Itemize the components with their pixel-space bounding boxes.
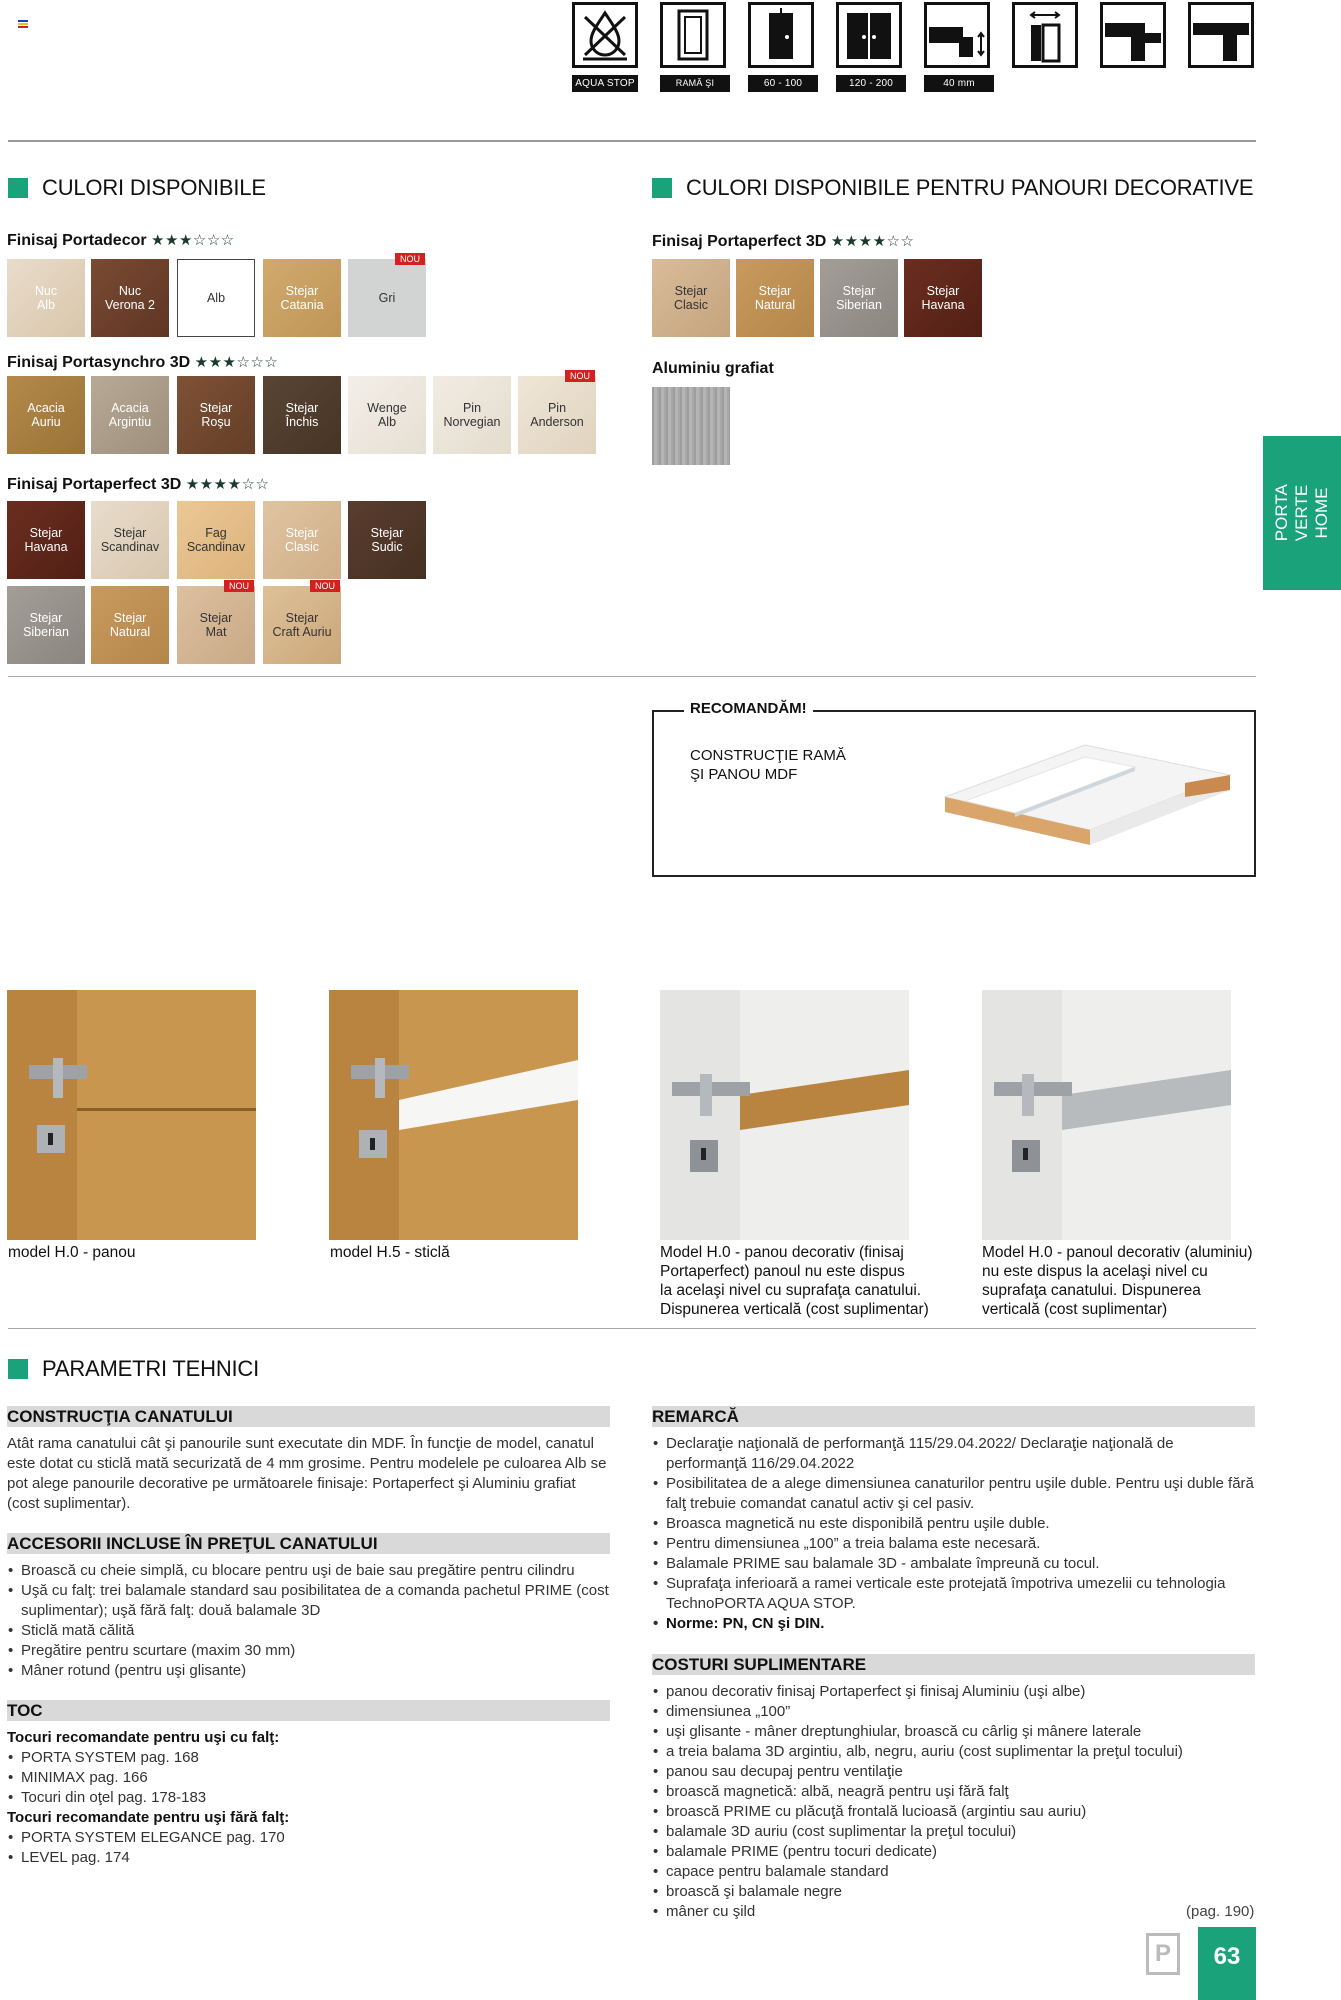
double-door-icon	[836, 2, 902, 68]
portaperfect-label: Finisaj Portaperfect 3D ★★★★☆☆	[7, 476, 270, 493]
section-marker-icon	[652, 178, 672, 198]
list-item: • broască magnetică: albă, neagră pentru uşi fără falţ	[652, 1782, 1257, 1802]
swatch-stejar-siberian: Stejar Siberian	[7, 586, 85, 664]
list-item: • Balamale PRIME sau balamale 3D - ambalate împreună cu tocul.	[652, 1554, 1257, 1574]
rating-stars: ★★★★☆☆	[185, 476, 270, 493]
construction-text: Atât rama canatului cât şi panourile sunt executate din MDF. În funcţie de model, canatul este dotat cu sticlă mată securizată de 4 mm grosime. Pentru modelele pe culoarea Alb se pot alege panourile decorative pe următoarele finisaje: Portaperfect şi Aluminiu grafiat (cost suplimentar).	[7, 1435, 607, 1512]
swatch-fag-scandinav: Fag Scandinav	[177, 501, 255, 579]
divider	[8, 140, 1256, 142]
remark-header: REMARCĂ	[652, 1406, 1255, 1427]
mdf-construction-illustration	[935, 735, 1235, 855]
swatch-stejar-catania: Stejar Catania	[263, 259, 341, 337]
icon-label-thickness: 40 mm	[924, 75, 994, 92]
list-item: • capace pentru balamale standard	[652, 1862, 1257, 1882]
section-marker-icon	[8, 1359, 28, 1379]
swatch-alb: Alb	[177, 259, 255, 337]
list-item: • Tocuri din oţel pag. 178-183	[7, 1788, 612, 1808]
icon-label-double-width: 120 - 200	[836, 75, 906, 92]
recommend-text: CONSTRUCŢIE RAMĂ ŞI PANOU MDF	[690, 747, 846, 783]
list-item: • broască şi balamale negre	[652, 1882, 1257, 1902]
norms-item: • Norme: PN, CN şi DIN.	[652, 1614, 1257, 1634]
caption-model-h5: model H.5 - sticlă	[330, 1244, 450, 1261]
swatch-stejar-havana: Stejar Havana	[7, 501, 85, 579]
portadecor-label: Finisaj Portadecor ★★★☆☆☆	[7, 232, 235, 249]
swatch-stejar-clasic: Stejar Clasic	[263, 501, 341, 579]
accessories-header: ACCESORII INCLUSE ÎN PREŢUL CANATULUI	[7, 1533, 610, 1554]
caption-model-h0: model H.0 - panou	[8, 1244, 136, 1261]
list-item: • broască PRIME cu plăcuţă frontală lucioasă (argintiu sau auriu)	[652, 1802, 1257, 1822]
recommend-title: RECOMANDĂM!	[684, 700, 813, 717]
toc-block	[7, 1728, 612, 1868]
decor-swatch-stejar-havana: Stejar Havana	[904, 259, 982, 337]
rating-stars: ★★★☆☆☆	[194, 354, 279, 371]
toc-without-rebate-title: Tocuri recomandate pentru uşi fără falţ:	[7, 1809, 290, 1826]
aluminium-label: Aluminiu grafiat	[652, 360, 774, 377]
list-item: • balamale PRIME (pentru tocuri dedicate)	[652, 1842, 1257, 1862]
decor-swatch-stejar-clasic: Stejar Clasic	[652, 259, 730, 337]
toc-with-rebate-title: Tocuri recomandate pentru uşi cu falţ:	[7, 1729, 280, 1746]
list-item: • Pentru dimensiunea „100” a treia balama este necesară.	[652, 1534, 1257, 1554]
extra-costs-header: COSTURI SUPLIMENTARE	[652, 1654, 1255, 1675]
list-item: • panou decorativ finisaj Portaperfect şi finisaj Aluminiu (uşi albe)	[652, 1682, 1257, 1702]
thickness-icon	[924, 2, 990, 68]
caption-model-h0-aluminium: Model H.0 - panoul decorativ (aluminiu) nu este dispus la acelaşi nivel cu suprafaţa canatului. Dispunerea verticală (cost suplimentar)	[982, 1244, 1253, 1318]
params-title: PARAMETRI TEHNICI	[8, 1356, 259, 1382]
single-door-icon	[748, 2, 814, 68]
swatch-stejar-scandinav: Stejar Scandinav	[91, 501, 169, 579]
list-item: • PORTA SYSTEM pag. 168	[7, 1748, 612, 1768]
remark-list	[652, 1434, 1257, 1634]
side-tab: PORTA VERTE HOME	[1263, 436, 1341, 590]
list-item: • dimensiunea „100”	[652, 1702, 1257, 1722]
new-badge: NOU	[395, 253, 425, 265]
swatch-pin-anderson: Pin Anderson NOU	[518, 376, 596, 454]
language-flag-icon	[18, 20, 28, 28]
page-reference: (pag. 190)	[1186, 1903, 1255, 1920]
list-item: • Posibilitatea de a alege dimensiunea canaturilor pentru uşile duble. Pentru uşi duble fără falţ trebuie comandat canatul activ şi cel pasiv.	[652, 1474, 1257, 1514]
construction-header: CONSTRUCŢIA CANATULUI	[7, 1406, 610, 1427]
list-item: • balamale 3D auriu (cost suplimentar la preţul tocului)	[652, 1822, 1257, 1842]
colors-title: CULORI DISPONIBILE	[8, 175, 266, 201]
decor-colors-title: CULORI DISPONIBILE PENTRU PANOURI DECORATIVE	[652, 175, 1253, 201]
section-marker-icon	[8, 178, 28, 198]
aqua-stop-icon	[572, 2, 638, 68]
list-item: • mâner cu şild	[652, 1902, 1257, 1922]
list-item: • Mâner rotund (pentru uşi glisante)	[7, 1661, 612, 1681]
swatch-nuc-verona: Nuc Verona 2	[91, 259, 169, 337]
list-item: • MINIMAX pag. 166	[7, 1768, 612, 1788]
swatch-acacia-auriu: Acacia Auriu	[7, 376, 85, 454]
decor-swatch-stejar-siberian: Stejar Siberian	[820, 259, 898, 337]
swatch-stejar-rosu: Stejar Roşu	[177, 376, 255, 454]
photo-model-h0-panel	[7, 990, 256, 1240]
width-frame-icon	[1012, 2, 1078, 68]
swatch-stejar-inchis: Stejar Închis	[263, 376, 341, 454]
photo-model-h0-decor-portaperfect	[660, 990, 909, 1240]
accessories-list	[7, 1561, 612, 1681]
list-item: • LEVEL pag. 174	[7, 1848, 612, 1868]
portasynchro-label: Finisaj Portasynchro 3D ★★★☆☆☆	[7, 354, 279, 371]
list-item: • Sticlă mată călită	[7, 1621, 612, 1641]
swatch-wenge-alb: Wenge Alb	[348, 376, 426, 454]
swatch-stejar-craft-auriu: Stejar Craft Auriu NOU	[263, 586, 341, 664]
divider	[8, 1328, 1256, 1329]
decor-swatch-stejar-natural: Stejar Natural	[736, 259, 814, 337]
list-item: • Suprafaţa inferioară a ramei verticale este protejată împotriva umezelii cu tehnologia TechnoPORTA AQUA STOP.	[652, 1574, 1257, 1614]
icon-label-single-width: 60 - 100	[748, 75, 818, 92]
page-number: 63	[1198, 1927, 1256, 2000]
divider	[8, 676, 1256, 677]
swatch-acacia-argintiu: Acacia Argintiu	[91, 376, 169, 454]
frame-panel-icon	[660, 2, 726, 68]
porta-logo-icon: P	[1146, 1933, 1180, 1975]
list-item: • Uşă cu falţ: trei balamale standard sau posibilitatea de a comanda pachetul PRIME (cost suplimentar); uşă fără falţ: două balamale 3D	[7, 1581, 612, 1621]
icon-label-frame-panel: RAMĂ ŞI PANOU	[660, 75, 730, 92]
toc-header: TOC	[7, 1700, 610, 1721]
swatch-stejar-natural: Stejar Natural	[91, 586, 169, 664]
swatch-aluminiu-grafiat	[652, 387, 730, 465]
list-item: • panou sau decupaj pentru ventilaţie	[652, 1762, 1257, 1782]
photo-model-h0-decor-aluminium	[982, 990, 1231, 1240]
list-item: • Broască cu cheie simplă, cu blocare pentru uşi de baie sau pregătire pentru cilindru	[7, 1561, 612, 1581]
list-item: • Broasca magnetică nu este disponibilă pentru uşile duble.	[652, 1514, 1257, 1534]
list-item: • PORTA SYSTEM ELEGANCE pag. 170	[7, 1828, 612, 1848]
swatch-gri: Gri NOU	[348, 259, 426, 337]
rating-stars: ★★★★☆☆	[830, 233, 915, 250]
swatch-stejar-mat: Stejar Mat NOU	[177, 586, 255, 664]
list-item: • uşi glisante - mâner dreptunghiular, broască cu cârlig şi mânere laterale	[652, 1722, 1257, 1742]
swatch-pin-norvegian: Pin Norvegian	[433, 376, 511, 454]
list-item: • a treia balama 3D argintiu, alb, negru, auriu (cost suplimentar la preţul tocului)	[652, 1742, 1257, 1762]
caption-model-h0-decor: Model H.0 - panou decorativ (finisaj Portaperfect) panoul nu este dispus la acelaşi nivel cu suprafaţa canatului. Dispunerea verticală (cost suplimentar)	[660, 1244, 929, 1318]
swatch-nuc-alb: Nuc Alb	[7, 259, 85, 337]
extra-costs-list	[652, 1682, 1257, 1922]
new-badge: NOU	[565, 370, 595, 382]
decor-portaperfect-label: Finisaj Portaperfect 3D ★★★★☆☆	[652, 233, 915, 250]
list-item: • Pregătire pentru scurtare (maxim 30 mm)	[7, 1641, 612, 1661]
new-badge: NOU	[224, 580, 254, 592]
photo-model-h5-glass	[329, 990, 578, 1240]
icon-label-aqua-stop: AQUA STOP	[572, 75, 638, 92]
flush-door-icon	[1188, 2, 1254, 68]
list-item: • Declaraţie naţională de performanţă 115/29.04.2022/ Declaraţie naţională de performanţă 116/29.04.2022	[652, 1434, 1257, 1474]
swatch-stejar-sudic: Stejar Sudic	[348, 501, 426, 579]
rating-stars: ★★★☆☆☆	[151, 232, 235, 249]
rebated-door-icon	[1100, 2, 1166, 68]
new-badge: NOU	[310, 580, 340, 592]
